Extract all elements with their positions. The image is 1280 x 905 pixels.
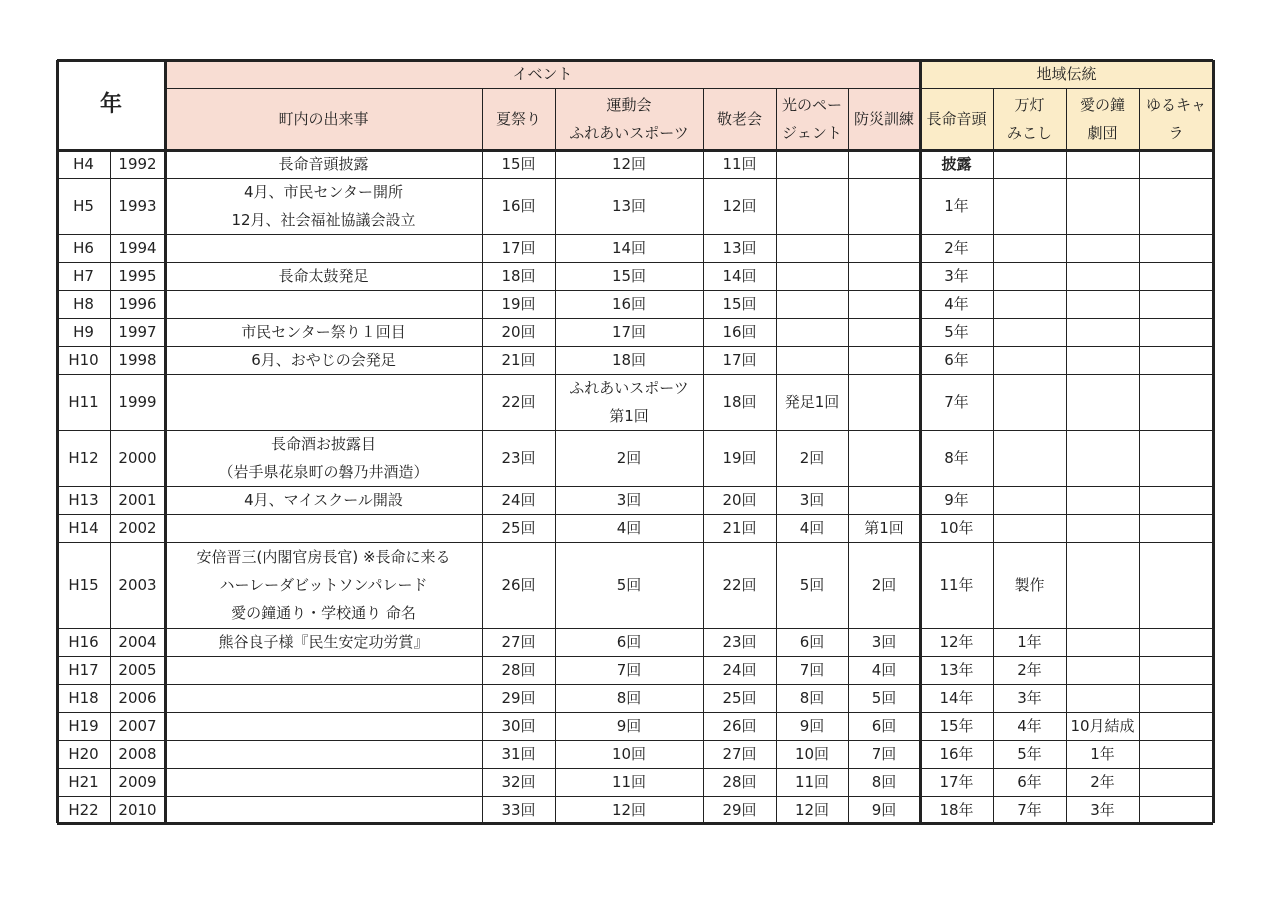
cell-kane: 3年 [1090, 800, 1115, 819]
cell-mantou: 2年 [1017, 661, 1042, 679]
cell-mantou [993, 178, 1066, 234]
cell-mantou [993, 290, 1066, 318]
cell-year: 2005 [118, 661, 157, 679]
cell-incidents [165, 712, 482, 740]
cell-ondo: 12年 [939, 633, 974, 651]
cell-ondo: 8年 [944, 449, 969, 467]
cell-year: 2008 [118, 745, 157, 763]
cell-era: H13 [68, 491, 99, 509]
cell-keirokai: 20回 [722, 491, 757, 509]
cell-incidents: 熊谷良子様『民生安定功労賞』 [218, 633, 429, 651]
cell-incidents [165, 514, 482, 542]
cell-yuruchara [1139, 740, 1213, 768]
cell-undokai: 15回 [611, 267, 647, 285]
cell-yuruchara [1139, 430, 1213, 486]
cell-hikari: 11回 [794, 773, 830, 791]
cell-year: 2009 [118, 773, 157, 791]
cell-incidents [165, 684, 482, 712]
cell-keirokai: 11回 [722, 155, 757, 173]
cell-kane [1066, 178, 1139, 234]
cell-year: 1998 [118, 351, 157, 369]
cell-natsumatsuri: 33回 [501, 800, 536, 819]
cell-kane [1066, 150, 1139, 178]
cell-yuruchara [1139, 374, 1213, 430]
cell-yuruchara [1139, 150, 1213, 178]
cell-mantou: 3年 [1017, 689, 1042, 707]
cell-ondo: 17年 [939, 773, 974, 791]
cell-year: 2000 [118, 449, 157, 467]
grid-line [57, 768, 1213, 769]
grid-line [57, 740, 1213, 741]
cell-bousai [848, 430, 920, 486]
history-table [57, 60, 1213, 823]
cell-year: 1992 [118, 155, 157, 173]
cell-hikari: 7回 [799, 661, 825, 679]
cell-year: 2006 [118, 689, 157, 707]
cell-ondo: 14年 [939, 689, 974, 707]
cell-ondo: 披露 [941, 155, 972, 173]
grid-line [164, 60, 167, 823]
cell-mantou: 1年 [1017, 633, 1042, 651]
cell-natsumatsuri: 19回 [501, 295, 536, 313]
grid-line [57, 178, 1213, 179]
grid-line [110, 150, 111, 823]
cell-ondo: 6年 [944, 351, 969, 369]
cell-year: 1999 [118, 393, 157, 411]
cell-natsumatsuri: 30回 [501, 717, 536, 735]
cell-natsumatsuri: 22回 [501, 393, 536, 411]
cell-era: H22 [68, 800, 99, 819]
cell-keirokai: 23回 [722, 633, 757, 651]
cell-hikari: 10回 [794, 745, 830, 763]
cell-bousai: 6回 [871, 717, 897, 735]
cell-incidents [165, 796, 482, 823]
cell-yuruchara [1139, 542, 1213, 628]
cell-yuruchara [1139, 656, 1213, 684]
cell-era: H20 [68, 745, 99, 763]
grid-line [57, 712, 1213, 713]
col-header-bousai: 防災訓練 [848, 88, 920, 150]
cell-yuruchara [1139, 486, 1213, 514]
cell-bousai: 9回 [871, 800, 897, 819]
cell-natsumatsuri: 20回 [501, 323, 536, 341]
grid-line [555, 88, 556, 823]
cell-incidents: 長命酒お披露目 （岩手県花泉町の磐乃井酒造） [218, 435, 429, 481]
cell-hikari: 2回 [799, 449, 825, 467]
cell-undokai: 4回 [616, 519, 642, 537]
cell-era: H12 [68, 449, 99, 467]
cell-undokai: 18回 [611, 351, 647, 369]
cell-hikari [776, 290, 848, 318]
cell-kane: 10月結成 [1070, 717, 1135, 735]
cell-bousai: 3回 [871, 633, 897, 651]
col-header-keirokai: 敬老会 [703, 88, 776, 150]
cell-natsumatsuri: 29回 [501, 689, 536, 707]
cell-incidents: 4月、マイスクール開設 [244, 491, 403, 509]
grid-line [57, 684, 1213, 685]
cell-undokai: 17回 [611, 323, 647, 341]
grid-line [482, 88, 483, 823]
cell-kane [1066, 374, 1139, 430]
cell-era: H14 [68, 519, 99, 537]
cell-hikari: 4回 [799, 519, 825, 537]
cell-hikari [776, 150, 848, 178]
grid-line [1139, 88, 1140, 823]
cell-era: H8 [73, 295, 94, 313]
cell-year: 2002 [118, 519, 157, 537]
cell-keirokai: 29回 [722, 800, 757, 819]
cell-undokai: 9回 [616, 717, 642, 735]
cell-yuruchara [1139, 768, 1213, 796]
cell-year: 1993 [118, 197, 157, 215]
cell-kane [1066, 346, 1139, 374]
cell-era: H10 [68, 351, 99, 369]
cell-ondo: 5年 [944, 323, 969, 341]
cell-bousai: 第1回 [864, 519, 904, 537]
cell-undokai: 12回 [611, 155, 647, 173]
corner-year-header: 年 [99, 92, 122, 117]
cell-hikari: 6回 [799, 633, 825, 651]
grid-line [57, 628, 1213, 629]
col-header-kane: 愛の鐘 劇団 [1066, 88, 1139, 150]
cell-keirokai: 16回 [722, 323, 757, 341]
event-group-header: イベント [165, 60, 920, 88]
cell-bousai [848, 150, 920, 178]
grid-line [776, 88, 777, 823]
cell-ondo: 13年 [939, 661, 974, 679]
grid-line [919, 60, 922, 823]
cell-yuruchara [1139, 262, 1213, 290]
cell-ondo: 15年 [939, 717, 974, 735]
cell-era: H6 [73, 239, 94, 257]
cell-keirokai: 25回 [722, 689, 757, 707]
cell-mantou: 4年 [1017, 717, 1042, 735]
grid-line [57, 59, 1213, 62]
cell-undokai: 16回 [611, 295, 647, 313]
cell-kane [1066, 514, 1139, 542]
cell-undokai: 3回 [616, 491, 642, 509]
cell-undokai: ふれあいスポーツ 第1回 [569, 379, 689, 425]
cell-hikari: 5回 [799, 576, 825, 594]
cell-year: 2001 [118, 491, 157, 509]
cell-incidents [165, 656, 482, 684]
cell-bousai: 8回 [871, 773, 897, 791]
grid-line [57, 346, 1213, 347]
cell-keirokai: 28回 [722, 773, 757, 791]
cell-kane: 2年 [1090, 773, 1115, 791]
cell-kane: 1年 [1090, 745, 1115, 763]
cell-natsumatsuri: 18回 [501, 267, 536, 285]
cell-mantou [993, 430, 1066, 486]
cell-ondo: 10年 [939, 519, 974, 537]
cell-yuruchara [1139, 178, 1213, 234]
cell-year: 1997 [118, 323, 157, 341]
cell-undokai: 12回 [611, 800, 647, 819]
cell-bousai [848, 178, 920, 234]
cell-undokai: 6回 [616, 633, 642, 651]
cell-yuruchara [1139, 290, 1213, 318]
cell-incidents: 6月、おやじの会発足 [251, 351, 396, 369]
cell-mantou [993, 150, 1066, 178]
cell-natsumatsuri: 25回 [501, 519, 536, 537]
grid-line [993, 88, 994, 823]
cell-kane [1066, 486, 1139, 514]
grid-line [57, 822, 1213, 825]
cell-year: 2004 [118, 633, 157, 651]
cell-keirokai: 24回 [722, 661, 757, 679]
cell-natsumatsuri: 31回 [501, 745, 536, 763]
cell-yuruchara [1139, 318, 1213, 346]
cell-year: 1996 [118, 295, 157, 313]
cell-era: H21 [68, 773, 99, 791]
cell-hikari [776, 234, 848, 262]
cell-kane [1066, 290, 1139, 318]
cell-ondo: 1年 [944, 197, 969, 215]
cell-natsumatsuri: 15回 [501, 155, 536, 173]
cell-incidents: 長命音頭披露 [278, 155, 369, 173]
cell-yuruchara [1139, 628, 1213, 656]
col-header-incidents: 町内の出来事 [165, 88, 482, 150]
cell-yuruchara [1139, 796, 1213, 823]
cell-bousai [848, 262, 920, 290]
cell-bousai [848, 234, 920, 262]
cell-yuruchara [1139, 346, 1213, 374]
cell-mantou: 7年 [1017, 800, 1042, 819]
grid-line [57, 318, 1213, 319]
cell-mantou: 製作 [1014, 576, 1045, 594]
cell-kane [1066, 318, 1139, 346]
cell-kane [1066, 684, 1139, 712]
cell-natsumatsuri: 23回 [501, 449, 536, 467]
grid-line [57, 656, 1213, 657]
cell-keirokai: 17回 [722, 351, 757, 369]
cell-keirokai: 19回 [722, 449, 757, 467]
cell-ondo: 3年 [944, 267, 969, 285]
cell-ondo: 4年 [944, 295, 969, 313]
cell-incidents [165, 768, 482, 796]
cell-natsumatsuri: 26回 [501, 576, 536, 594]
cell-natsumatsuri: 16回 [501, 197, 536, 215]
cell-mantou [993, 346, 1066, 374]
cell-incidents [165, 234, 482, 262]
cell-keirokai: 22回 [722, 576, 757, 594]
cell-kane [1066, 656, 1139, 684]
cell-keirokai: 21回 [722, 519, 757, 537]
col-header-natsumatsuri: 夏祭り [482, 88, 555, 150]
cell-natsumatsuri: 32回 [501, 773, 536, 791]
cell-mantou [993, 514, 1066, 542]
tradition-group-header: 地域伝統 [920, 60, 1213, 88]
cell-hikari [776, 318, 848, 346]
cell-incidents: 安倍晋三(内閣官房長官) ※長命に来る ハーレーダビットソンパレード 愛の鐘通り・学校通り 命名 [196, 548, 451, 622]
cell-keirokai: 26回 [722, 717, 757, 735]
cell-mantou: 5年 [1017, 745, 1042, 763]
cell-natsumatsuri: 17回 [501, 239, 536, 257]
cell-hikari: 12回 [794, 800, 830, 819]
cell-yuruchara [1139, 514, 1213, 542]
cell-incidents [165, 374, 482, 430]
cell-hikari: 発足1回 [784, 393, 840, 411]
grid-line [57, 290, 1213, 291]
cell-undokai: 8回 [616, 689, 642, 707]
cell-era: H7 [73, 267, 94, 285]
cell-year: 2003 [118, 576, 157, 594]
cell-kane [1066, 430, 1139, 486]
cell-ondo: 18年 [939, 800, 974, 819]
cell-keirokai: 14回 [722, 267, 757, 285]
cell-mantou: 6年 [1017, 773, 1042, 791]
cell-hikari: 3回 [799, 491, 825, 509]
cell-natsumatsuri: 28回 [501, 661, 536, 679]
grid-line [57, 374, 1213, 375]
cell-ondo: 11年 [939, 576, 974, 594]
cell-bousai [848, 290, 920, 318]
col-header-yuruchara: ゆるキャ ラ [1139, 88, 1213, 150]
cell-kane [1066, 262, 1139, 290]
grid-line [56, 60, 59, 823]
cell-incidents: 4月、市民センター開所 12月、社会福祉協議会設立 [231, 183, 416, 229]
cell-bousai [848, 346, 920, 374]
cell-incidents: 市民センター祭り１回目 [241, 323, 406, 341]
grid-line [57, 514, 1213, 515]
cell-era: H19 [68, 717, 99, 735]
cell-hikari: 9回 [799, 717, 825, 735]
grid-line [57, 486, 1213, 487]
cell-natsumatsuri: 24回 [501, 491, 536, 509]
cell-era: H15 [68, 576, 99, 594]
grid-line [57, 149, 1213, 152]
cell-mantou [993, 374, 1066, 430]
grid-line [57, 262, 1213, 263]
cell-undokai: 2回 [616, 449, 642, 467]
grid-line [1212, 60, 1215, 823]
cell-year: 1995 [118, 267, 157, 285]
cell-era: H4 [73, 155, 94, 173]
cell-keirokai: 15回 [722, 295, 757, 313]
cell-keirokai: 12回 [722, 197, 757, 215]
cell-bousai [848, 486, 920, 514]
cell-natsumatsuri: 27回 [501, 633, 536, 651]
cell-hikari [776, 178, 848, 234]
cell-ondo: 16年 [939, 745, 974, 763]
cell-keirokai: 27回 [722, 745, 757, 763]
cell-keirokai: 18回 [722, 393, 757, 411]
cell-bousai: 7回 [871, 745, 897, 763]
col-header-hikari: 光のペー ジェント [776, 88, 848, 150]
cell-mantou [993, 234, 1066, 262]
cell-yuruchara [1139, 234, 1213, 262]
cell-keirokai: 13回 [722, 239, 757, 257]
cell-mantou [993, 486, 1066, 514]
cell-undokai: 14回 [611, 239, 647, 257]
cell-undokai: 13回 [611, 197, 647, 215]
col-header-undokai: 運動会 ふれあいスポーツ [555, 88, 703, 150]
cell-bousai: 2回 [871, 576, 897, 594]
cell-mantou [993, 262, 1066, 290]
cell-ondo: 7年 [944, 393, 969, 411]
cell-hikari: 8回 [799, 689, 825, 707]
cell-undokai: 5回 [616, 576, 642, 594]
cell-bousai [848, 374, 920, 430]
grid-line [57, 542, 1213, 543]
cell-bousai: 5回 [871, 689, 897, 707]
grid-line [165, 88, 1213, 89]
cell-bousai: 4回 [871, 661, 897, 679]
cell-kane [1066, 542, 1139, 628]
cell-natsumatsuri: 21回 [501, 351, 536, 369]
cell-era: H9 [73, 323, 94, 341]
cell-era: H16 [68, 633, 99, 651]
grid-line [1066, 88, 1067, 823]
cell-era: H17 [68, 661, 99, 679]
cell-ondo: 2年 [944, 239, 969, 257]
cell-yuruchara [1139, 684, 1213, 712]
grid-line [57, 430, 1213, 431]
col-header-ondo: 長命音頭 [920, 88, 993, 150]
cell-mantou [993, 318, 1066, 346]
cell-yuruchara [1139, 712, 1213, 740]
cell-ondo: 9年 [944, 491, 969, 509]
grid-line [703, 88, 704, 823]
grid-line [848, 88, 849, 823]
cell-incidents: 長命太鼓発足 [278, 267, 369, 285]
cell-undokai: 11回 [611, 773, 647, 791]
grid-line [57, 796, 1213, 797]
cell-incidents [165, 740, 482, 768]
cell-kane [1066, 234, 1139, 262]
cell-era: H5 [73, 197, 94, 215]
cell-hikari [776, 346, 848, 374]
grid-line [57, 234, 1213, 235]
cell-bousai [848, 318, 920, 346]
cell-undokai: 7回 [616, 661, 642, 679]
cell-era: H11 [68, 393, 99, 411]
cell-incidents [165, 290, 482, 318]
cell-hikari [776, 262, 848, 290]
cell-year: 2010 [118, 800, 157, 819]
cell-year: 1994 [118, 239, 157, 257]
col-header-mantou: 万灯 みこし [993, 88, 1066, 150]
cell-kane [1066, 628, 1139, 656]
cell-era: H18 [68, 689, 99, 707]
cell-undokai: 10回 [611, 745, 647, 763]
cell-year: 2007 [118, 717, 157, 735]
